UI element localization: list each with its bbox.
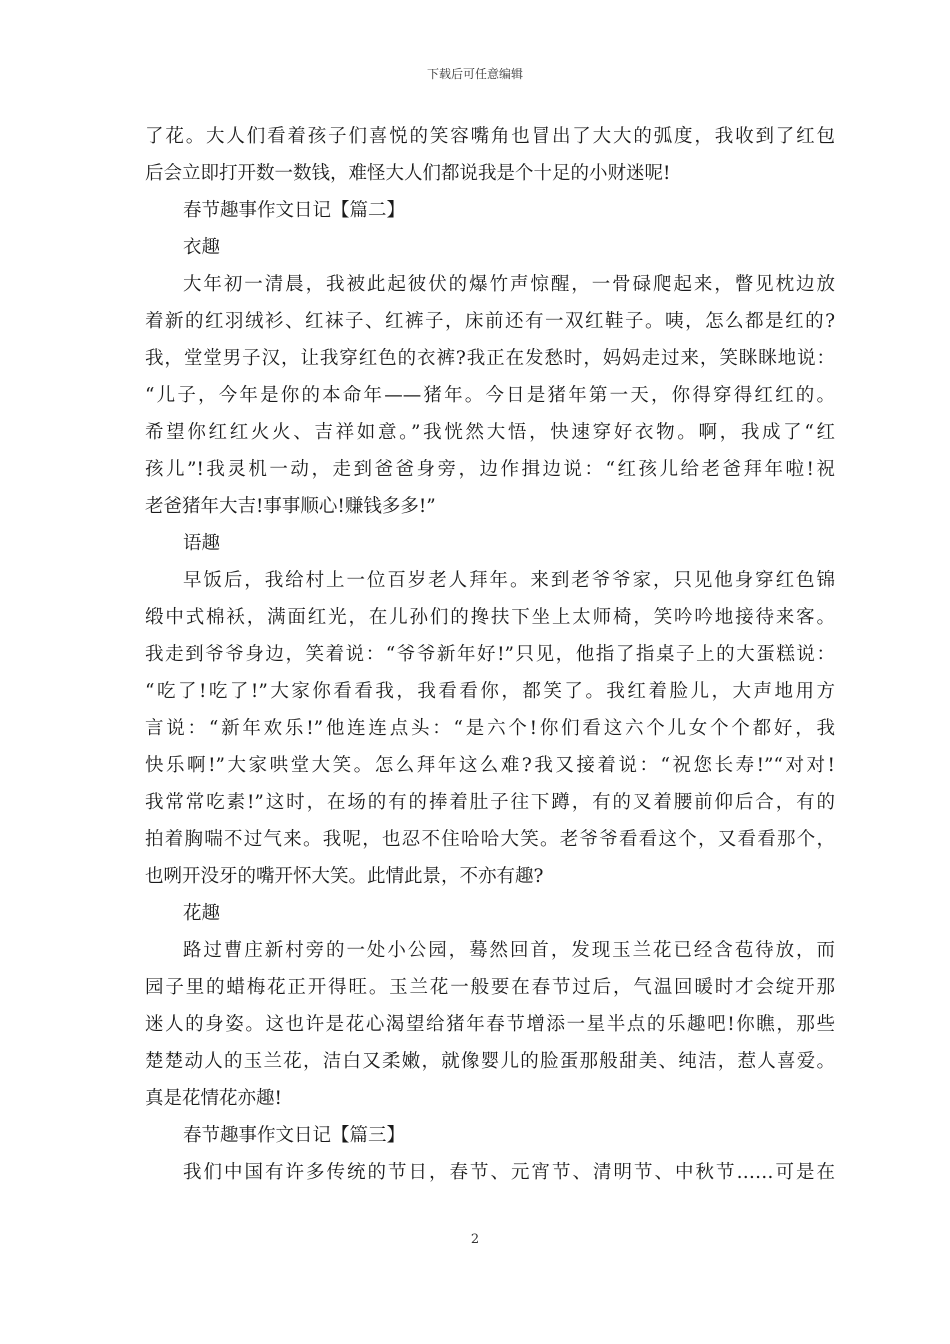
text-line: 后会立即打开数一数钱，难怪大人们都说我是个十足的小财迷呢! bbox=[145, 163, 671, 184]
text-line: 早饭后，我给村上一位百岁老人拜年。来到老爷爷家，只见他身穿红色锦 bbox=[183, 570, 835, 591]
text-line: 快乐啊!”大家哄堂大笑。怎么拜年这么难?我又接着说：“祝您长寿!”“对对! bbox=[145, 755, 835, 776]
page-number: 2 bbox=[470, 1232, 480, 1247]
text-line: 缎中式棉袄，满面红光，在儿孙们的搀扶下坐上太师椅，笑吟吟地接待来客。 bbox=[145, 607, 835, 628]
text-line: 老爸猪年大吉!事事顺心!赚钱多多!” bbox=[145, 496, 436, 517]
text-line: “儿子，今年是你的本命年——猪年。今日是猪年第一天，你得穿得红红的。 bbox=[145, 385, 835, 406]
document-body bbox=[145, 118, 835, 1191]
text-line: 言说：“新年欢乐!”他连连点头：“是六个!你们看这六个儿女个个都好，我 bbox=[145, 718, 835, 739]
text-line: 楚楚动人的玉兰花，洁白又柔嫩，就像婴儿的脸蛋那般甜美、纯洁，惹人喜爱。 bbox=[145, 1051, 835, 1072]
text-line: 着新的红羽绒衫、红袜子、红裤子，床前还有一双红鞋子。咦，怎么都是红的? bbox=[145, 311, 835, 332]
text-line: 园子里的蜡梅花正开得旺。玉兰花一般要在春节过后，气温回暖时才会绽开那 bbox=[145, 977, 835, 998]
page-header: 下载后可任意编辑 bbox=[426, 67, 523, 81]
text-line: 孩儿”!我灵机一动，走到爸爸身旁，边作揖边说：“红孩儿给老爸拜年啦!祝 bbox=[145, 459, 835, 480]
text-line: 希望你红红火火、吉祥如意。”我恍然大悟，快速穿好衣物。啊，我成了“红 bbox=[145, 422, 835, 443]
text-line: 我走到爷爷身边，笑着说：“爷爷新年好!”只见，他指了指桌子上的大蛋糕说： bbox=[145, 644, 835, 665]
text-line: 路过曹庄新村旁的一处小公园，蓦然回首，发现玉兰花已经含苞待放，而 bbox=[183, 940, 835, 961]
text-line: 我，堂堂男子汉，让我穿红色的衣裤?我正在发愁时，妈妈走过来，笑眯眯地说： bbox=[145, 348, 835, 369]
text-line: 我常常吃素!”这时，在场的有的捧着肚子往下蹲，有的叉着腰前仰后合，有的 bbox=[145, 792, 835, 813]
text-line: 花趣 bbox=[183, 903, 221, 924]
text-line: 春节趣事作文日记【篇二】 bbox=[183, 200, 406, 221]
text-line: 大年初一清晨，我被此起彼伏的爆竹声惊醒，一骨碌爬起来，瞥见枕边放 bbox=[183, 274, 835, 295]
text-line: 我们中国有许多传统的节日，春节、元宵节、清明节、中秋节……可是在 bbox=[183, 1162, 835, 1183]
text-line: 拍着胸喘不过气来。我呢，也忍不住哈哈大笑。老爷爷看看这个，又看看那个， bbox=[145, 829, 835, 850]
text-line: 迷人的身姿。这也许是花心渴望给猪年春节增添一星半点的乐趣吧!你瞧，那些 bbox=[145, 1014, 835, 1035]
text-line: 春节趣事作文日记【篇三】 bbox=[183, 1125, 406, 1146]
text-line: 了花。大人们看着孩子们喜悦的笑容嘴角也冒出了大大的弧度，我收到了红包 bbox=[145, 126, 835, 147]
text-line: 语趣 bbox=[183, 533, 221, 554]
text-line: 衣趣 bbox=[183, 237, 221, 258]
text-line: 真是花情花亦趣! bbox=[145, 1088, 282, 1109]
text-line: 也咧开没牙的嘴开怀大笑。此情此景，不亦有趣? bbox=[145, 866, 544, 887]
text-line: “吃了!吃了!”大家你看看我，我看看你，都笑了。我红着脸儿，大声地用方 bbox=[145, 681, 835, 702]
